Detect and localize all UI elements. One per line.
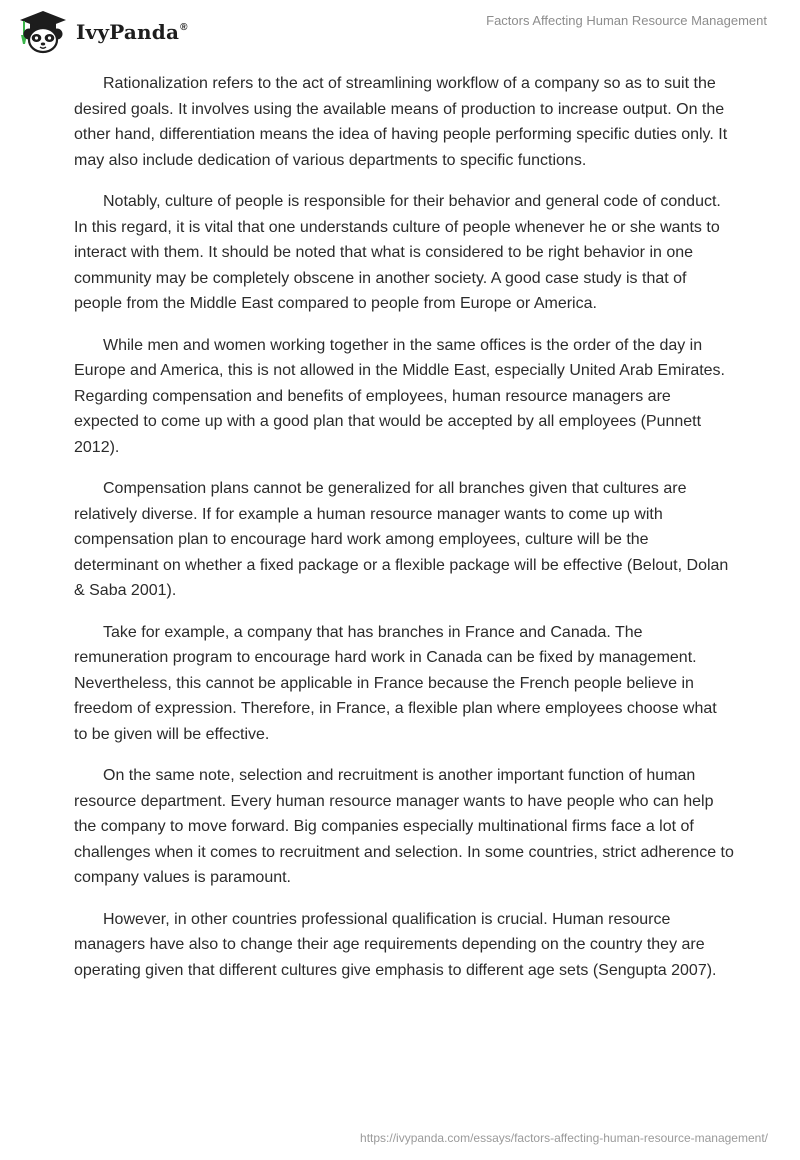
paragraph: Take for example, a company that has branches in France and Canada. The remuneration program to encourage hard work in Canada can be fixed by management. Nevertheless, this cannot be applicable in France because the French people believe in freedom of expression. Therefore, in France, a flexible plan where employees choose what to be given will be effective.: [74, 623, 717, 743]
paragraph: Notably, culture of people is responsible for their behavior and general code of conduct. In this regard, it is vital that one understands culture of people whenever he or she wants to interact with them. It should be noted that what is considered to be right behavior in one community may be completely obscene in another society. A good case study is that of people from the Middle East compared to people from Europe or America.: [74, 193, 721, 312]
source-url[interactable]: https://ivypanda.com/essays/factors-affecting-human-resource-management/: [360, 1131, 768, 1145]
ivypanda-logo[interactable]: [14, 8, 188, 54]
panda-graduate-icon: [14, 8, 72, 54]
document-title: Factors Affecting Human Resource Management: [486, 13, 767, 28]
essay-body: [74, 71, 734, 999]
paragraph: Rationalization refers to the act of streamlining workflow of a company so as to suit the desired goals. It involves using the available means of production to increase output. On the other hand, differentiation means the idea of having people performing specific duties only. It may also include dedication of various departments to specific functions.: [74, 75, 728, 169]
paragraph: Compensation plans cannot be generalized for all branches given that cultures are relatively diverse. If for example a human resource manager wants to come up with compensation plan to encourage hard work among employees, culture will be the determinant on whether a fixed package or a flexible package will be effective (Belout, Dolan & Saba 2001).: [74, 480, 729, 599]
brand-name: [76, 20, 188, 44]
brand-name-text: IvyPanda: [76, 20, 180, 44]
page-header: [0, 0, 800, 60]
paragraph: On the same note, selection and recruitment is another important function of human resource department. Every human resource manager wants to have people who can help the company to move forward. Big companies especially multinational firms face a lot of challenges when it comes to recruitment and selection. In some countries, strict adherence to company values is paramount.: [74, 767, 734, 886]
paragraph: However, in other countries professional qualification is crucial. Human resource managers have also to change their age requirements depending on the country they are operating given that different cultures give emphasis to different age sets (Sengupta 2007).: [74, 910, 717, 979]
registered-mark: ®: [180, 22, 188, 33]
paragraph: While men and women working together in the same offices is the order of the day in Europe and America, this is not allowed in the Middle East, especially United Arab Emirates. Regarding compensation and benefits of employees, human resource managers are expected to come up with a good plan that would be accepted by all employees (Punnett 2012).: [74, 336, 725, 456]
